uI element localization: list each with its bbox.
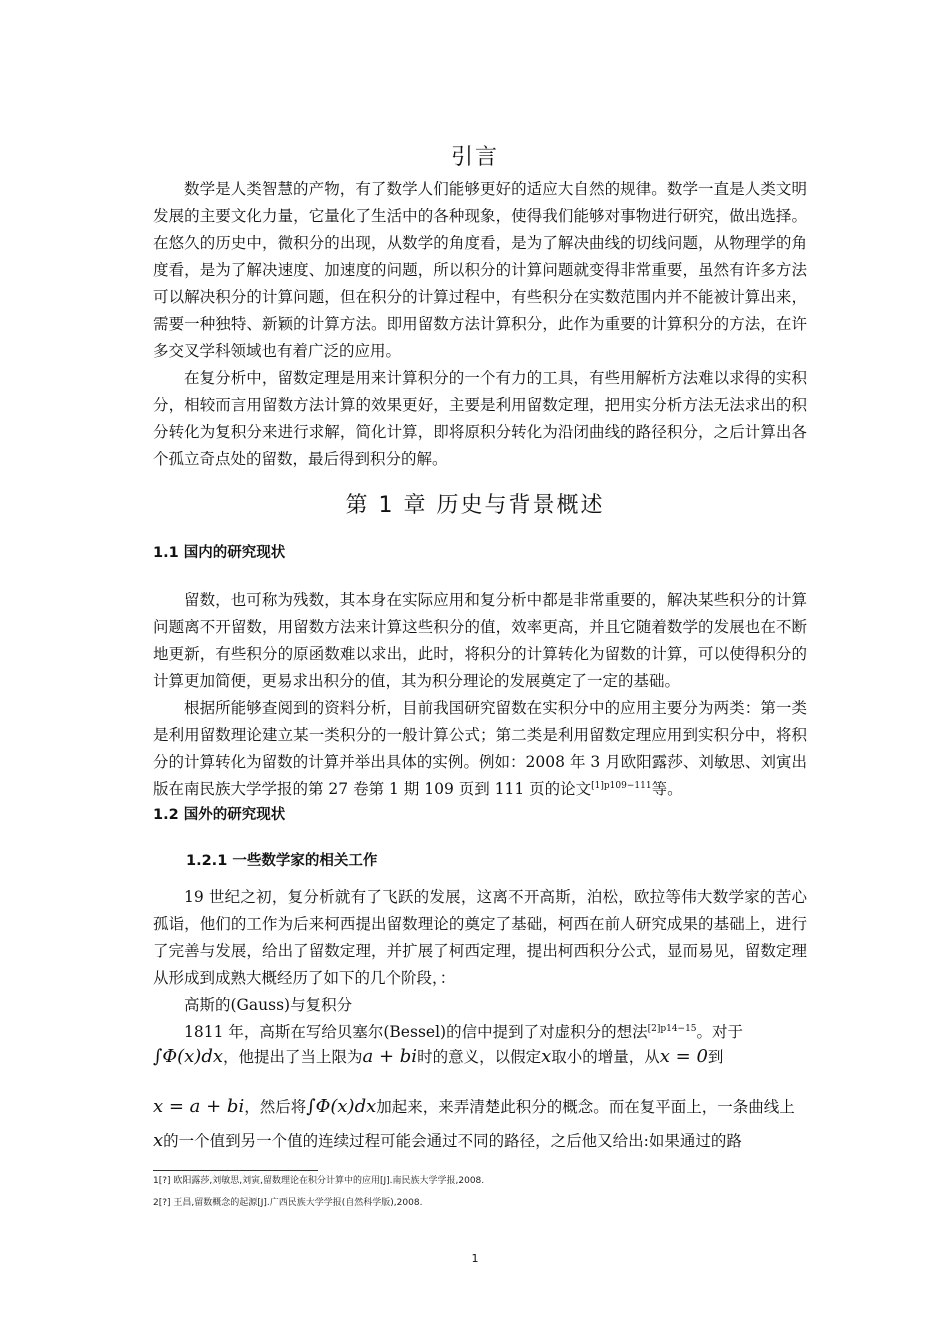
integral-expression: ∫Φ(x)dx xyxy=(153,1046,224,1067)
integral-expression-2: ∫Φ(x)dx xyxy=(306,1096,377,1117)
formula-text-g: 的一个值到另一个值的连续过程可能会通过不同的路径，之后他又给出:如果通过的路 xyxy=(163,1132,742,1150)
section-1-1-paragraph-2 xyxy=(153,695,807,803)
intro-paragraph-2: 在复分析中，留数定理是用来计算积分的一个有力的工具，有些用解析方法难以求得的实积分，相较而言用留数方法计算的效果更好，主要是利用留数定理，把用实分析方法无法求出的积分转化为复积分来进行求解，简化计算，即将原积分转化为沿闭曲线的路径积分，之后计算出各个孤立奇点处的留数，最后得到积分的解。 xyxy=(153,369,807,468)
footnote-separator xyxy=(153,1170,318,1171)
formula-text-d: 到 xyxy=(707,1048,724,1066)
footnote-1: 1[?] 欧阳露莎,刘敏思,刘寅,留数理论在积分计算中的应用[J].南民族大学学报,2008. xyxy=(153,1176,485,1186)
formula-text-c: 取小的增量，从 xyxy=(551,1048,660,1066)
x-equals-zero: x = 0 xyxy=(659,1046,708,1067)
section-1-1-paragraph-2-end: 等。 xyxy=(651,780,683,798)
gauss-label: 高斯的(Gauss)与复积分 xyxy=(184,996,353,1014)
variable-x-2: x xyxy=(153,1130,164,1151)
chapter-1-title: 第 1 章 历史与背景概述 xyxy=(345,493,605,518)
gauss-paragraph-end: 。对于 xyxy=(696,1023,744,1041)
gauss-paragraph-text: 1811 年，高斯在写给贝塞尔(Bessel)的信中提到了对虚积分的想法 xyxy=(184,1023,648,1041)
footnote-2: 2[?] 王昌,留数概念的起源[J].广西民族大学学报(自然科学版),2008. xyxy=(153,1198,423,1208)
section-1-1-heading: 1.1 国内的研究现状 xyxy=(153,545,286,561)
section-1-1-body xyxy=(153,587,807,803)
section-1-1-paragraph-2-text: 根据所能够查阅到的资料分析，目前我国研究留数在实积分中的应用主要分为两类：第一类是利用留数理论建立某一类积分的一般计算公式；第二类是利用留数定理应用到实积分中，将积分的计算转化为留数的计算并举出具体的实例。例如：2008 年 3 月欧阳露莎、刘敏思、刘寅出版在南民族大学学报的第 27 卷第 1 期 109 页到 111 页的论文 xyxy=(153,699,807,798)
section-1-2-1-body xyxy=(153,884,807,1046)
formula-text-b: 时的意义，以假定 xyxy=(417,1048,542,1066)
upper-limit-expression: a + bi xyxy=(362,1046,418,1067)
citation-2: [2]p14−15 xyxy=(647,1023,697,1034)
formula-text-f: 加起来，来弄清楚此积分的概念。而在复平面上，一条曲线上 xyxy=(376,1098,795,1116)
intro-body xyxy=(153,176,807,473)
intro-paragraph-1: 数学是人类智慧的产物，有了数学人们能够更好的适应大自然的规律。数学一直是人类文明发展的主要文化力量，它量化了生活中的各种现象，使得我们能够对事物进行研究，做出选择。在悠久的历史中，微积分的出现，从数学的角度看，是为了解决曲线的切线问题，从物理学的角度看，是为了解决速度、加速度的问题，所以积分的计算问题就变得非常重要，虽然有许多方法可以解决积分的计算问题，但在积分的计算过程中，有些积分在实数范围内并不能被计算出来，需要一种独特、新颖的计算方法。即用留数方法计算积分，此作为重要的计算积分的方法，在许多交叉学科领域也有着广泛的应用。 xyxy=(153,180,807,360)
section-1-2-heading: 1.2 国外的研究现状 xyxy=(153,807,286,823)
page-number: 1 xyxy=(471,1252,479,1265)
intro-title: 引言 xyxy=(450,145,499,170)
formula-line-3 xyxy=(153,1126,807,1156)
formula-line-1 xyxy=(153,1042,807,1072)
formula-text-a: ，他提出了当上限为 xyxy=(223,1048,363,1066)
section-1-2-1-heading: 1.2.1 一些数学家的相关工作 xyxy=(186,853,378,869)
variable-x: x xyxy=(541,1046,552,1067)
x-equals-a-plus-bi: x = a + bi xyxy=(153,1096,245,1117)
section-1-2-1-paragraph-1: 19 世纪之初，复分析就有了飞跃的发展，这离不开高斯，泊松，欧拉等伟大数学家的苦心孤诣，他们的工作为后来柯西提出留数理论的奠定了基础，柯西在前人研究成果的基础上，进行了完善与发展，给出了留数定理，并扩展了柯西定理，提出柯西积分公式，显而易见，留数定理从形成到成熟大概经历了如下的几个阶段，： xyxy=(153,888,807,987)
citation-1: [1]p109−111 xyxy=(591,780,652,791)
formula-line-2 xyxy=(153,1092,807,1122)
section-1-1-paragraph-1: 留数，也可称为残数，其本身在实际应用和复分析中都是非常重要的，解决某些积分的计算问题离不开留数，用留数方法来计算这些积分的值，效率更高，并且它随着数学的发展也在不断地更新，有些积分的原函数难以求出，此时，将积分的计算转化为留数的计算，可以使得积分的计算更加简便，更易求出积分的值，其为积分理论的发展奠定了一定的基础。 xyxy=(153,591,807,690)
formula-text-e: ，然后将 xyxy=(244,1098,307,1116)
